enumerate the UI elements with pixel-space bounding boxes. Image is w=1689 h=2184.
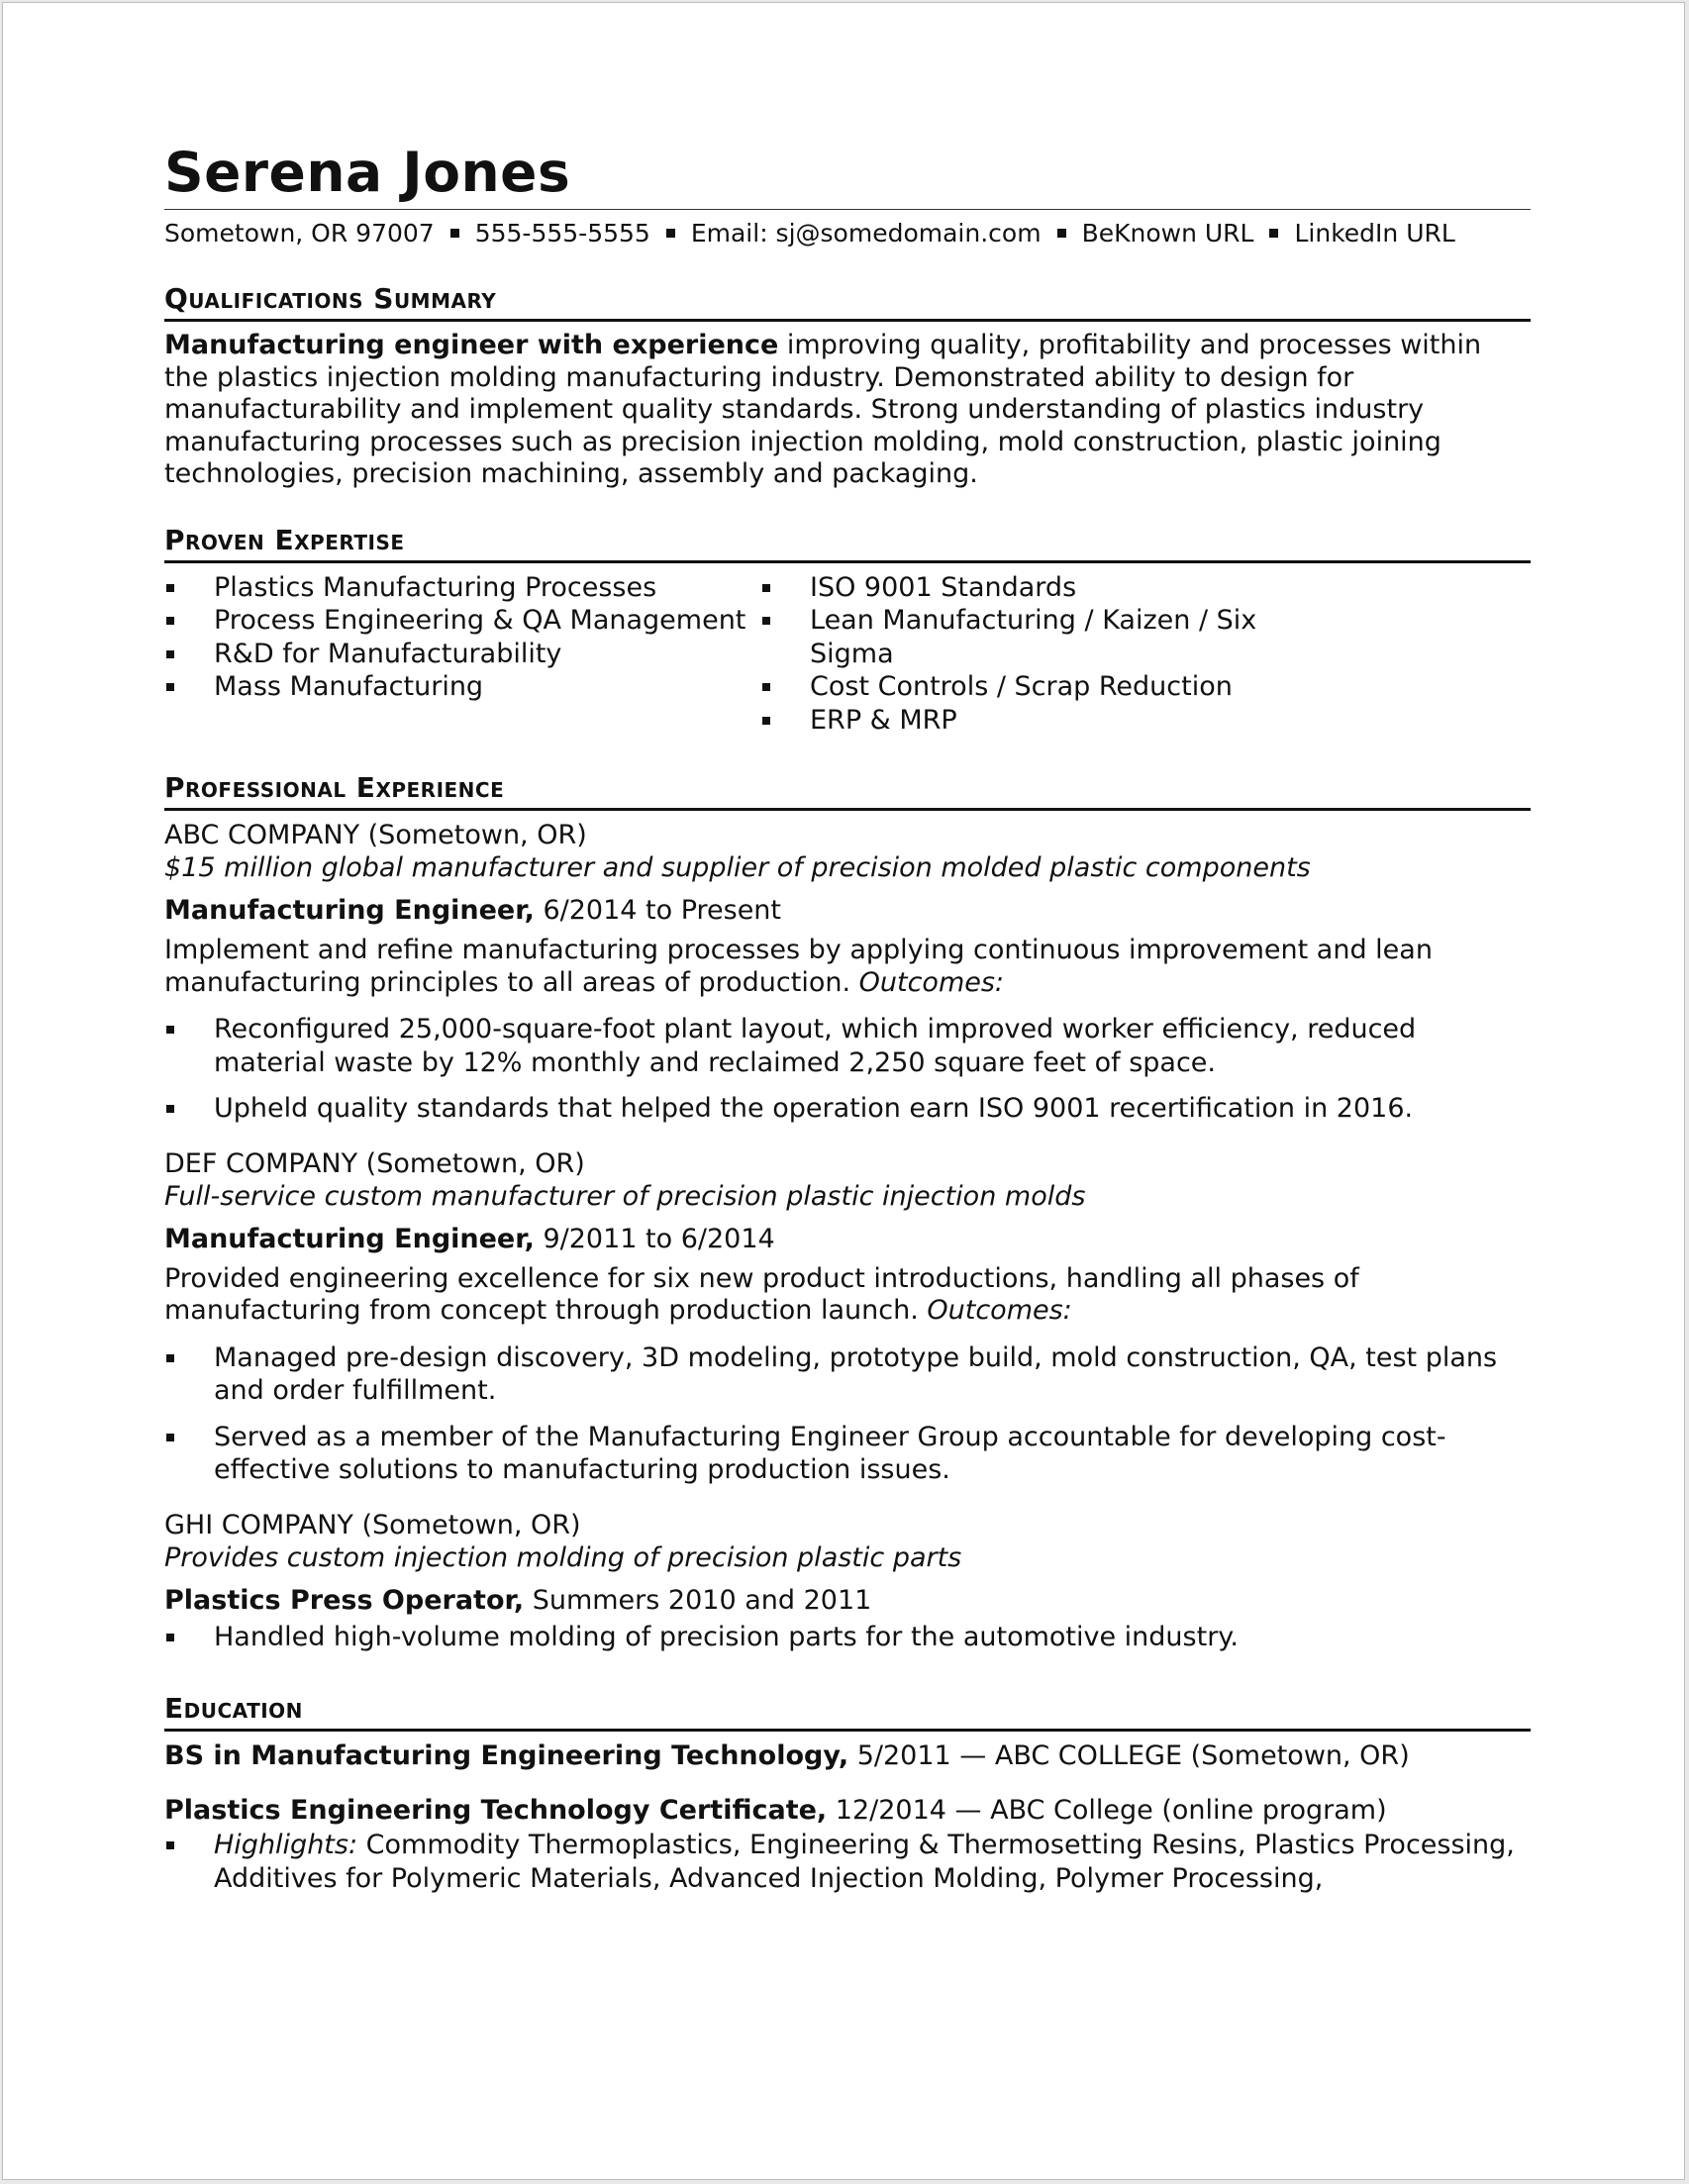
job-summary-text: Provided engineering excellence for six new product introductions, handling all phases of manufacturing from concept through production launch. (164, 1262, 1359, 1326)
expertise-item: Mass Manufacturing (164, 670, 760, 704)
expertise-item: R&D for Manufacturability (164, 638, 760, 671)
job-summary (164, 1263, 1531, 1328)
job-dates: 6/2014 to Present (534, 895, 782, 926)
education-degree (164, 1739, 1531, 1772)
section-title-experience: Professional Experience (164, 771, 505, 804)
job-bullet: Managed pre-design discovery, 3D modeling, prototype build, mold construction, QA, test plans and order fulfillment. (164, 1341, 1531, 1408)
highlights-label: Highlights: (214, 1830, 358, 1860)
candidate-name: Serena Jones (164, 141, 571, 204)
section-divider (164, 1729, 1531, 1732)
expertise-section (164, 523, 1531, 738)
section-title-qualifications: Qualifications Summary (164, 282, 497, 315)
bullet-separator (666, 229, 675, 238)
resume-content (164, 140, 1531, 1895)
job-company-description: Provides custom injection molding of precision plastic parts (164, 1541, 962, 1573)
qualifications-section (164, 281, 1531, 491)
qualifications-paragraph (164, 330, 1531, 491)
job-outcomes-label: Outcomes: (927, 1295, 1072, 1326)
job-entry (164, 1147, 1531, 1487)
expertise-item: ERP & MRP (760, 704, 1295, 738)
job-company: ABC COMPANY (Sometown, OR) (164, 820, 587, 850)
job-entry (164, 819, 1531, 1126)
experience-section (164, 770, 1531, 1653)
expertise-item: Lean Manufacturing / Kaizen / Six Sigma (760, 604, 1295, 670)
job-role (164, 1584, 1531, 1617)
job-bullet: Handled high-volume molding of precision parts for the automotive industry. (164, 1621, 1531, 1654)
expertise-item: Cost Controls / Scrap Reduction (760, 670, 1295, 704)
degree-detail: 5/2011 — ABC COLLEGE (Sometown, OR) (848, 1740, 1410, 1771)
section-title-education: Education (164, 1692, 303, 1725)
expertise-column-left (164, 571, 760, 738)
job-title: Manufacturing Engineer, (164, 1223, 535, 1254)
contact-beknown-link[interactable]: BeKnown URL (1081, 219, 1254, 248)
contact-linkedin-link[interactable]: LinkedIn URL (1294, 219, 1455, 248)
contact-line (164, 216, 1531, 251)
expertise-item: ISO 9001 Standards (760, 571, 1295, 605)
name-divider (164, 209, 1531, 210)
section-title-expertise: Proven Expertise (164, 523, 405, 556)
degree-title: BS in Manufacturing Engineering Technology, (164, 1740, 849, 1771)
job-bullet: Upheld quality standards that helped the operation earn ISO 9001 recertification in 2016. (164, 1092, 1531, 1126)
qualifications-text: improving quality, profitability and processes within the plastics injection molding manufacturing industry. Demonstrated ability to design for manufacturability and implement quality standards. Strong understanding of plastics industry manufacturing processes such as precision injection molding, mold construction, plastic joining technologies, precision machining, assembly and packaging. (164, 330, 1482, 489)
bullet-separator (450, 229, 459, 238)
education-highlights (164, 1829, 1531, 1895)
job-summary-text: Implement and refine manufacturing processes by applying continuous improvement and lean manufacturing principles to all areas of production. (164, 935, 1433, 998)
job-company: GHI COMPANY (Sometown, OR) (164, 1509, 581, 1540)
job-bullet: Reconfigured 25,000-square-foot plant layout, which improved worker efficiency, reduced material waste by 12% monthly and reclaimed 2,250 square feet of space. (164, 1013, 1531, 1079)
qualifications-lead: Manufacturing engineer with experience (164, 330, 779, 360)
job-company-description: $15 million global manufacturer and supplier of precision molded plastic components (164, 852, 1311, 883)
section-divider (164, 808, 1531, 811)
bullet-separator (1057, 229, 1066, 238)
expertise-item: Plastics Manufacturing Processes (164, 571, 760, 605)
expertise-item: Process Engineering & QA Management (164, 604, 760, 638)
contact-phone: 555-555-5555 (474, 219, 650, 248)
contact-address: Sometown, OR 97007 (164, 219, 435, 248)
highlights-text: Commodity Thermoplastics, Engineering & Thermosetting Resins, Plastics Processing, Additives for Polymeric Materials, Advanced Injection Molding, Polymer Processing, (214, 1830, 1515, 1894)
job-dates: Summers 2010 and 2011 (524, 1584, 872, 1616)
job-company: DEF COMPANY (Sometown, OR) (164, 1147, 585, 1179)
certificate-title: Plastics Engineering Technology Certificate, (164, 1795, 828, 1826)
resume-page (2, 2, 1685, 2180)
job-title: Plastics Press Operator, (164, 1584, 525, 1616)
job-bullet: Served as a member of the Manufacturing Engineer Group accountable for developing cost-effective solutions to manufacturing production issues. (164, 1421, 1531, 1487)
job-company-description: Full-service custom manufacturer of precision plastic injection molds (164, 1180, 1086, 1212)
job-role (164, 894, 1531, 927)
job-summary (164, 935, 1531, 999)
contact-email[interactable]: Email: sj@somedomain.com (690, 219, 1042, 248)
job-outcomes-label: Outcomes: (858, 966, 1005, 998)
expertise-grid (164, 571, 1531, 738)
education-section (164, 1691, 1531, 1895)
job-dates: 9/2011 to 6/2014 (534, 1223, 775, 1254)
expertise-column-right (760, 571, 1295, 738)
job-role (164, 1223, 1531, 1255)
section-divider (164, 319, 1531, 322)
section-divider (164, 560, 1531, 563)
job-entry (164, 1509, 1531, 1654)
certificate-detail: 12/2014 — ABC College (online program) (827, 1795, 1387, 1826)
education-certificate (164, 1794, 1531, 1827)
bullet-separator (1269, 229, 1278, 238)
job-title: Manufacturing Engineer, (164, 895, 535, 926)
